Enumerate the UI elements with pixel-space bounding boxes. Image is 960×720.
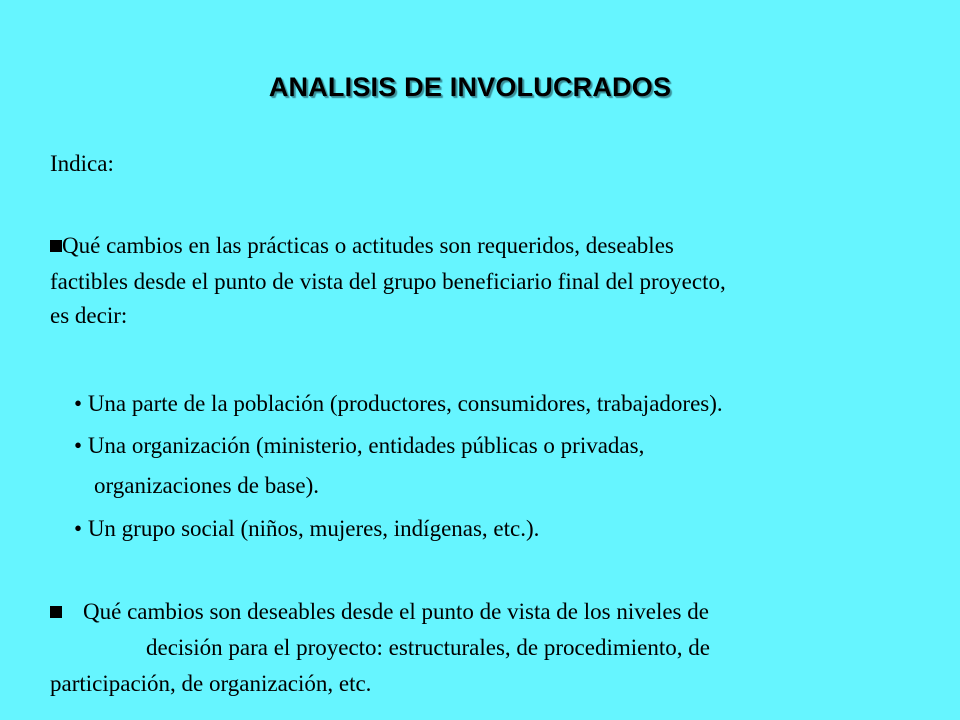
square-bullet-icon <box>50 606 62 618</box>
intro-label: Indica: <box>50 151 114 176</box>
paragraph2-line3: participación, de organización, etc. <box>50 671 372 696</box>
bullet-dot-icon: • <box>74 391 83 416</box>
slide-title: ANALISIS DE INVOLUCRADOS <box>268 72 672 102</box>
bullet-item-1: • Una parte de la población (productores, consumidores, trabajadores). <box>74 391 723 416</box>
square-bullet-icon <box>50 240 62 252</box>
paragraph1-line3: es decir: <box>50 303 128 328</box>
paragraph2-line1: Qué cambios son deseables desde el punto de vista de los niveles de <box>50 598 709 626</box>
bullet-item-3: • Un grupo social (niños, mujeres, indígenas, etc.). <box>74 516 540 541</box>
paragraph1-line2: factibles desde el punto de vista del grupo beneficiario final del proyecto, <box>50 269 726 294</box>
paragraph2-line2: decisión para el proyecto: estructurales, de procedimiento, de <box>146 635 710 660</box>
paragraph1-line1: Qué cambios en las prácticas o actitudes son requeridos, deseables <box>50 232 674 260</box>
bullet-item-2: • Una organización (ministerio, entidades públicas o privadas, <box>74 433 645 458</box>
bullet-dot-icon: • <box>74 516 83 541</box>
bullet-dot-icon: • <box>74 433 83 458</box>
bullet-item-2-continuation: organizaciones de base). <box>94 473 320 498</box>
